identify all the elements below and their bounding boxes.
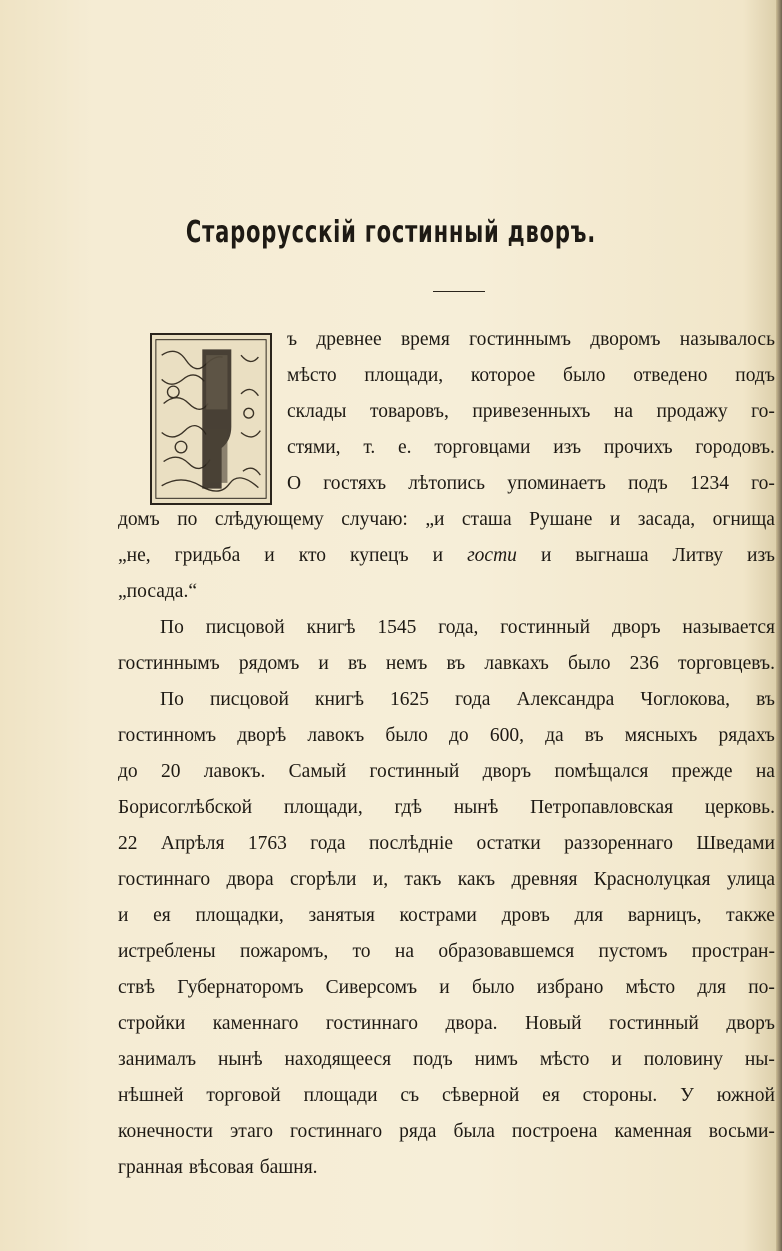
text-line: мѣсто площади, которое было отведено подъ — [287, 365, 775, 386]
text-line: 22 Апрѣля 1763 года послѣдніе остатки раззореннаго Шведами — [118, 833, 775, 854]
chapter-title: Старорусскій гостинный дворъ. — [185, 215, 597, 250]
text-line: гостинномъ дворѣ лавокъ было до 600, да въ мясныхъ рядахъ — [118, 725, 775, 746]
text-line: конечности этаго гостиннаго ряда была построена каменная восьми- — [118, 1121, 775, 1142]
text-line: По писцовой книгѣ 1625 года Александра Чоглокова, въ — [160, 689, 775, 710]
text-line: стями, т. е. торговцами изъ прочихъ городовъ. — [287, 437, 775, 458]
page-edge-shadow — [776, 0, 782, 1251]
text-line: домъ по слѣдующему случаю: „и сташа Рушане и засада, огнища — [118, 509, 775, 530]
text-line: стройки каменнаго гостиннаго двора. Новый гостинный дворъ — [118, 1013, 775, 1034]
text-line: ъ древнее время гостиннымъ дворомъ называлось — [287, 329, 775, 350]
text-line: гранная вѣсовая башня. — [118, 1157, 318, 1178]
text-line: Борисоглѣбской площади, гдѣ нынѣ Петропавловская церковь. — [118, 797, 775, 818]
text-line: гостиннымъ рядомъ и въ немъ въ лавкахъ было 236 торговцевъ. — [118, 653, 775, 674]
text-line: „посада.“ — [118, 581, 197, 602]
text-line: склады товаровъ, привезенныхъ на продажу го- — [287, 401, 775, 422]
text-line: до 20 лавокъ. Самый гостинный дворъ помѣщался прежде на — [118, 761, 775, 782]
text-line: гостиннаго двора сгорѣли и, такъ какъ древняя Краснолуцкая улица — [118, 869, 775, 890]
decorative-initial-v-icon — [150, 333, 272, 505]
text-line: и ея площадки, занятыя кострами дровъ для варницъ, также — [118, 905, 775, 926]
title-divider — [433, 291, 485, 292]
text-line: нѣшней торговой площади съ сѣверной ея стороны. У южной — [118, 1085, 775, 1106]
text-line: „не, гридьба и кто купецъ и гости и выгнаша Литву изъ — [118, 545, 775, 566]
text-line: истреблены пожаромъ, то на образовавшемся пустомъ простран- — [118, 941, 775, 962]
text-line: О гостяхъ лѣтопись упоминаетъ подъ 1234 го- — [287, 473, 775, 494]
text-line: занималъ нынѣ находящееся подъ нимъ мѣсто и половину ны- — [118, 1049, 775, 1070]
text-line: По писцовой книгѣ 1545 года, гостинный дворъ называется — [160, 617, 775, 638]
text-line: ствѣ Губернаторомъ Сиверсомъ и было избрано мѣсто для по- — [118, 977, 775, 998]
